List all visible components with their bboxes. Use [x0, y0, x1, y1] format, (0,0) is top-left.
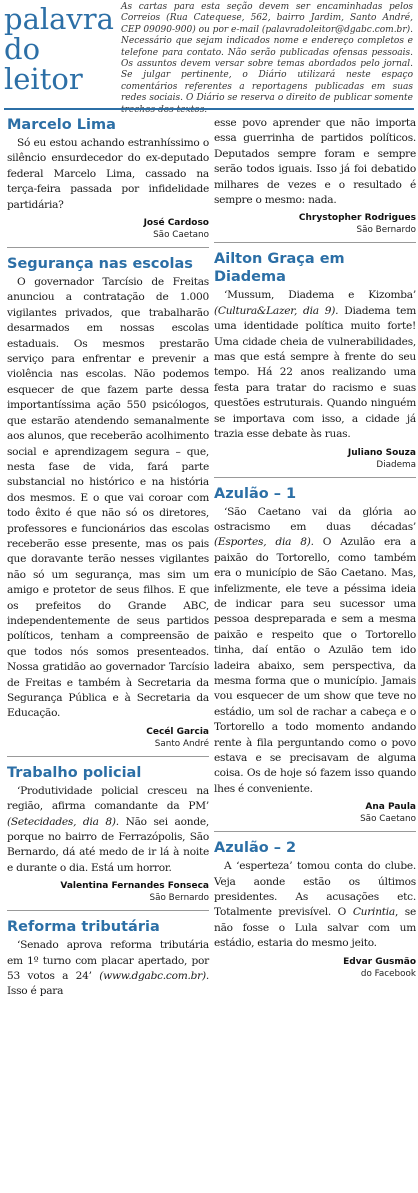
letter-quote: ‘São Caetano vai da glória ao ostracismo em duas décadas’ — [214, 505, 416, 533]
letter-author: Cecél Garcia — [146, 726, 209, 737]
letter-divider — [214, 831, 416, 832]
letter-city: São Caetano — [153, 230, 209, 241]
letter-body — [7, 938, 209, 1000]
letter-title: Marcelo Lima — [7, 117, 116, 133]
letter-text: Não sei aonde, porque no bairro de Ferrazópolis, São Bernardo, dá até medo de ir lá à noite e durante o dia. Está um horror. — [7, 815, 209, 874]
letter-city: São Caetano — [360, 814, 416, 825]
letter-text: Diadema tem uma identidade política muito forte! Uma cidade cheia de vulnerabilidades, mas que está sempre à frente do seu tempo. Há 22 anos realizando uma festa para tratar do racismo e suas questões estruturais. Quando ninguém se importava com isso, a cidade já trazia esse debate às ruas. — [214, 304, 416, 441]
letter-azulao-2 — [214, 839, 416, 979]
letter-title: Trabalho policial — [7, 764, 142, 781]
letter-city: São Bernardo — [356, 225, 416, 236]
letter-trabalho-policial — [7, 764, 209, 904]
letter-quote: ‘Senado aprova reforma tributária em 1º turno com placar apertado, por 53 votos a 24’ — [7, 939, 209, 983]
letter-reforma-tributaria-continued — [214, 116, 416, 236]
section-title-line-2: do leitor — [4, 32, 83, 96]
letter-text: O Azulão era a paixão do Tortorello, como também era o município de São Caetano. Mas, infelizmente, ele teve a péssima ideia de indicar para seu sucessor uma pessoa despreparada e sem a mesma paixão e respeito que o Tortorello tinha, daí então o Azulão tem ido ladeira abaixo, sem perspectiva, da mesma forma que o município. Jamais vou esquecer de um show que teve no estádio, um sol de rachar a cabeça e o Tortorello a todo momento andando rente à fila perguntando como o povo estava e se precisavam de alguma coisa. Os de hoje só fazem isso quando lhes é conveniente. — [214, 536, 416, 795]
section-title — [4, 4, 112, 94]
letter-author: Ana Paula — [365, 802, 416, 813]
letter-city: Santo André — [154, 738, 209, 749]
letter-divider — [7, 756, 209, 757]
letter-body — [214, 505, 416, 798]
letter-author: Juliano Souza — [347, 447, 416, 458]
letter-author: Valentina Fernandes Fonseca — [60, 881, 209, 892]
letter-title: Azulão – 2 — [214, 840, 297, 857]
letter-marcelo-lima — [7, 116, 209, 241]
letter-author: José Cardoso — [143, 218, 209, 229]
letter-title: Segurança nas escolas — [7, 256, 193, 273]
letter-divider — [214, 477, 416, 478]
letter-reference: (Setecidades, dia 8). — [7, 815, 119, 828]
letter-reforma-tributaria — [7, 918, 209, 1000]
letter-seguranca-escolas — [7, 255, 209, 750]
letter-azulao-1 — [214, 485, 416, 826]
letter-reference: (Esportes, dia 8). — [214, 536, 314, 549]
letter-body — [7, 784, 209, 876]
header-divider — [4, 108, 414, 110]
letter-title: Ailton Graça em Diadema — [214, 251, 345, 286]
letter-city: Diadema — [376, 459, 416, 470]
letter-quote: ‘Produtividade policial cresceu na região, afirma comandante da PM’ — [7, 784, 209, 813]
letter-reference: (www.dgabc.com.br). — [91, 970, 209, 983]
letter-title: Reforma tributária — [7, 919, 160, 936]
letter-reference: (Cultura&Lazer, dia 9). — [214, 304, 339, 317]
letter-divider — [7, 910, 209, 911]
letter-author: Edvar Gusmão — [343, 956, 416, 967]
letter-text-italic: Curintia — [352, 906, 395, 919]
letter-text-b: , se não fosse o Lula salvar com um estádio, estaria do mesmo jeito. — [214, 906, 416, 950]
letter-author: Chrystopher Rodrigues — [298, 213, 416, 224]
letter-quote: ‘Mussum, Diadema e Kizomba’ — [224, 289, 416, 302]
letter-divider — [7, 247, 209, 248]
section-header — [4, 0, 414, 104]
right-column — [214, 116, 416, 980]
letter-body-continuation: esse povo aprender que não importa essa guerrinha de partidos políticos. Deputados sempre foram e sempre serão todos iguais. Isso já foi debatido milhares de vezes e o resultado é sempre o mesmo: nada. — [214, 117, 416, 207]
left-column — [7, 116, 209, 1000]
letter-city: do Facebook — [360, 968, 416, 979]
letter-ailton-graca — [214, 250, 416, 470]
section-title-line-1: palavra — [4, 2, 114, 36]
letter-title: Azulão – 1 — [214, 485, 297, 502]
letter-text-a: A ‘esperteza’ tomou conta do clube. Veja aonde estão os últimos presidentes. As acusações etc. Totalmente previsível. O — [214, 860, 416, 919]
letter-body: O governador Tarcísio de Freitas anunciou a contratação de 1.000 vigilantes privados, que trabalharão desarmados em nossas escolas estaduais. Os mesmos prestarão serviço para enfrentar e prevenir a violência nas escolas. Não podemos esquecer de que fazem parte dessa importantíssima ação 550 psicólogos, que estarão atendendo semanalmente aos alunos, que receberão acolhimento social e aprendizagem segura – que, nesta fase de vida, fará parte substancial no histórico e na história dos mesmos. E o que vai coroar com todo êxito é que não só os diretores, professores e funcionários das escolas receberão esse presente, mas os pais que doravante terão nesses vigilantes não só um segurança, mas sim um amigo e protetor de seus filhos. E que os prefeitos do Grande ABC, independentemente de seus partidos políticos, tenham a compreensão de que todos nós somos presenteados. Nossa gratidão ao governador Tarcísio de Freitas e também à Secretaria da Segurança Pública e à Secretaria da Educação. — [7, 276, 209, 720]
letter-body — [214, 288, 416, 442]
letter-body — [214, 859, 416, 951]
letter-body: Só eu estou achando estranhíssimo o silêncio ensurdecedor do ex-deputado federal Marcelo Lima, cassado na terça-feira passada por infidelidade partidária? — [7, 137, 209, 211]
letter-divider — [214, 242, 416, 243]
letter-text: Isso é para — [7, 985, 64, 998]
section-intro: As cartas para esta seção devem ser encaminhadas pelos Correios (Rua Catequese, 562, bairro Jardim, Santo André, CEP 09090-900) ou por e-mail (palavradoleitor@dgabc.com.br). Necessário que sejam indicados nome e endereço completos e telefone para contato. Não serão publicadas ofensas pessoais. Os assuntos devem versar sobre temas abordados pelo jornal. Se julgar pertinente, o Diário utilizará neste espaço comentários referentes a reportagens publicadas em suas redes sociais. O Diário se reserva o direito de publicar somente — [121, 2, 413, 104]
letter-city: São Bernardo — [149, 893, 209, 904]
